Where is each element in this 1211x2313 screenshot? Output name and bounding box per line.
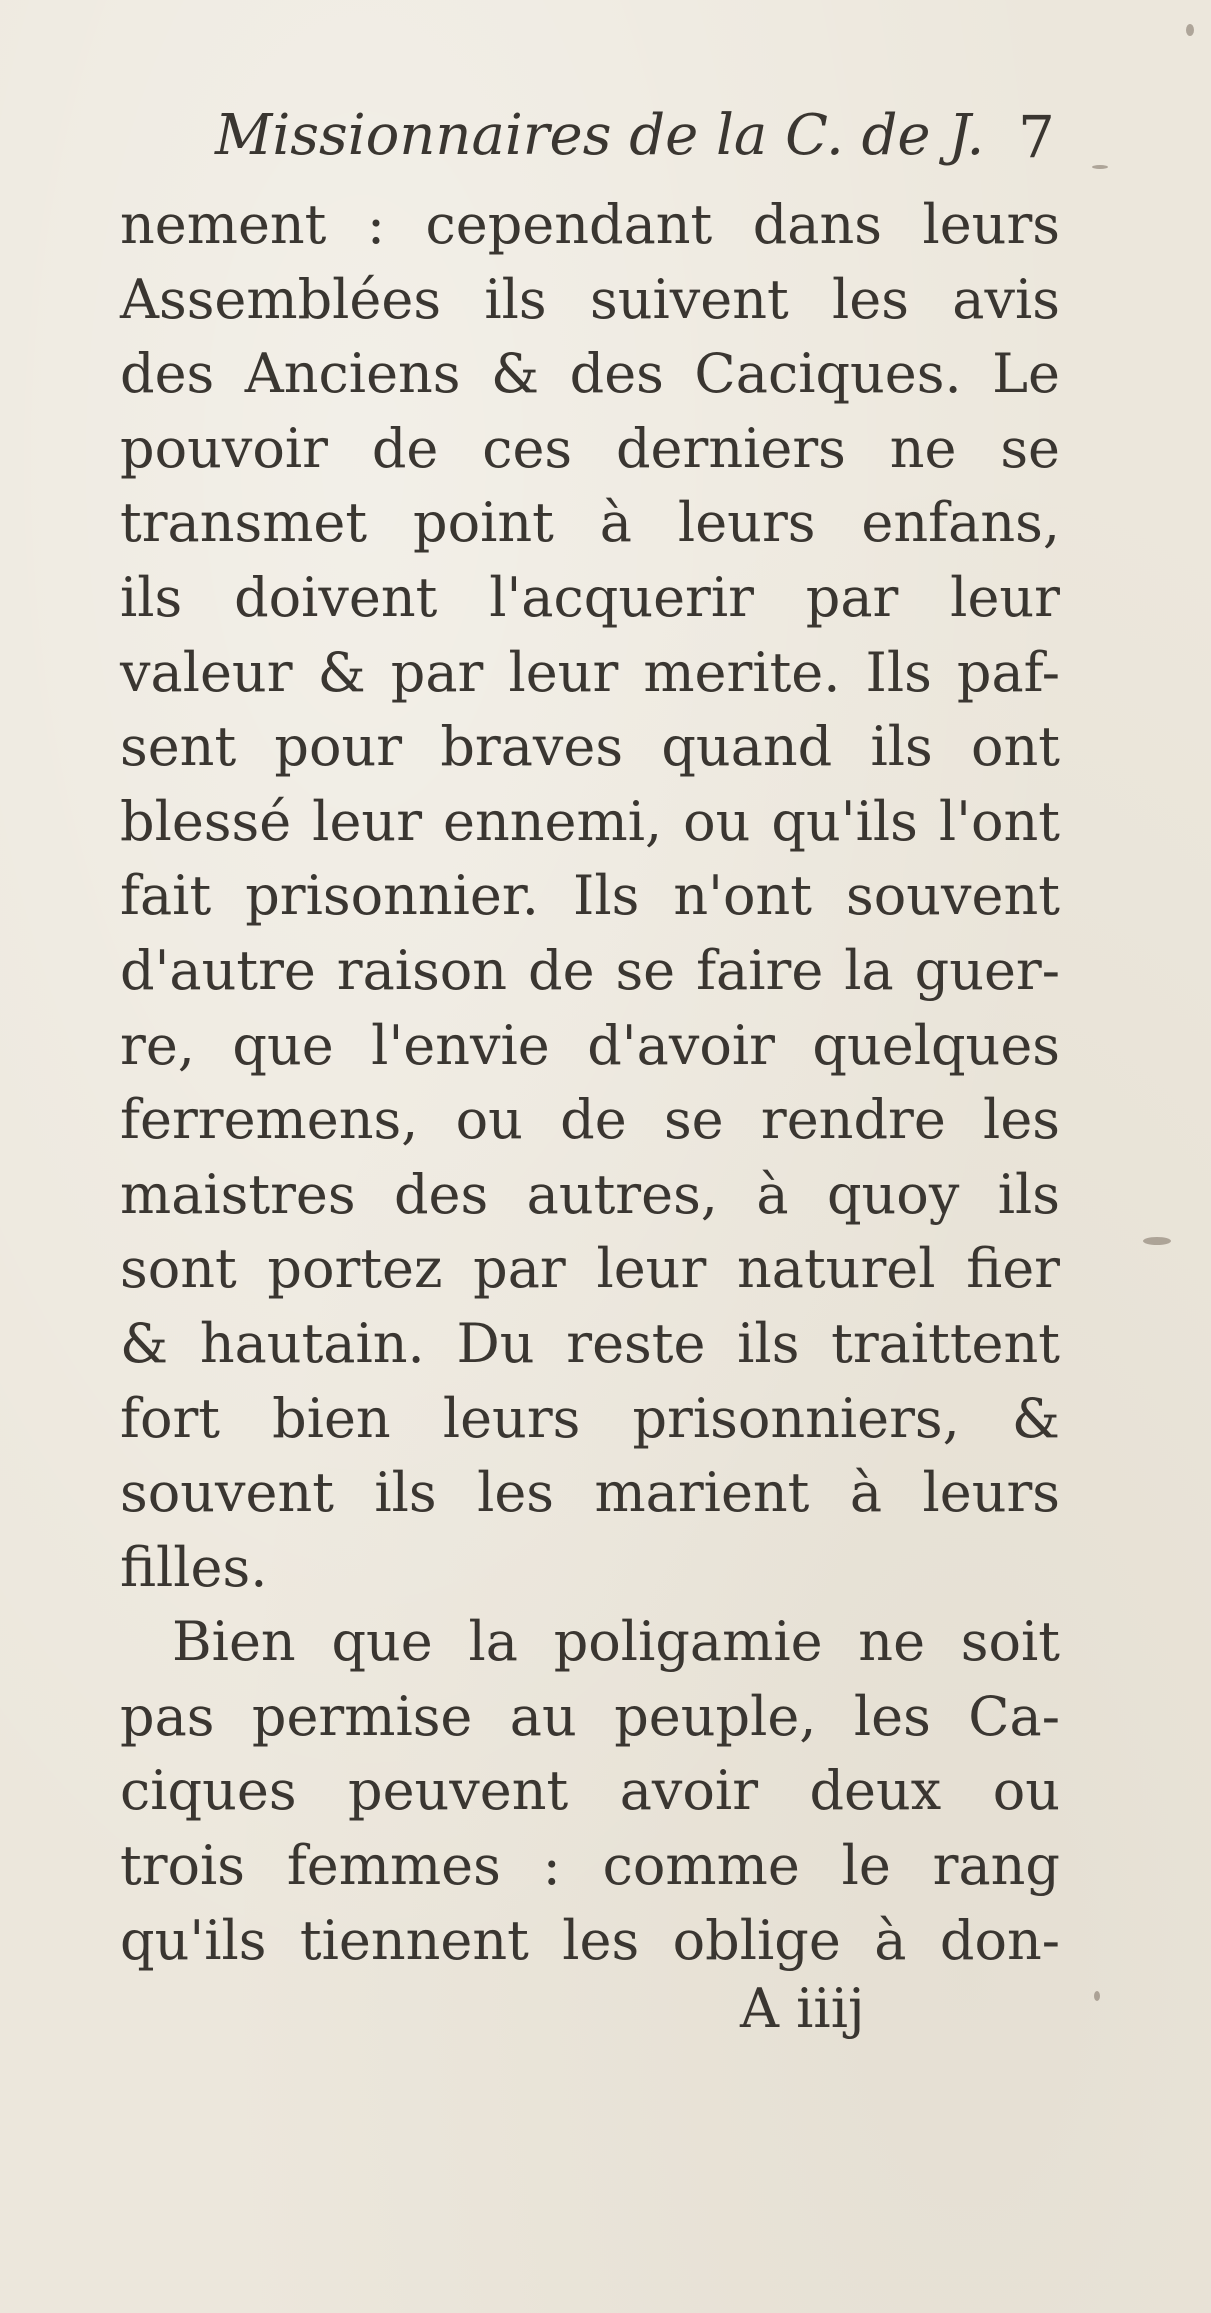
page-number: 7 — [1018, 103, 1055, 171]
running-title: Missionnaires de la C. de J. — [215, 103, 985, 168]
text-line: fort bien leurs prisonniers, & — [120, 1386, 1060, 1450]
text-line: qu'ils tiennent les oblige à don- — [120, 1908, 1060, 1972]
paper-speck — [1094, 1991, 1100, 2001]
paragraph-first-line: Bien que la poligamie ne soit — [172, 1610, 1060, 1674]
text-line: pouvoir de ces derniers ne se — [120, 416, 1060, 480]
text-line: transmet point à leurs enfans, — [120, 491, 1060, 555]
text-line: d'autre raison de se faire la guer- — [120, 938, 1060, 1002]
text-line: maistres des autres, à quoy ils — [120, 1162, 1060, 1226]
text-line: valeur & par leur merite. Ils paf- — [120, 640, 1060, 704]
text-line: re, que l'envie d'avoir quelques — [120, 1013, 1060, 1077]
signature-mark: A iiij — [740, 1977, 865, 2040]
paper-speck — [1143, 1237, 1171, 1245]
text-line: ciques peuvent avoir deux ou — [120, 1759, 1060, 1823]
paper-speck — [1092, 165, 1108, 169]
text-line: ils doivent l'acquerir par leur — [120, 565, 1060, 629]
text-line: nement : cependant dans leurs — [120, 193, 1060, 256]
text-line: fait prisonnier. Ils n'ont souvent — [120, 864, 1060, 928]
text-line: des Anciens & des Caciques. Le — [120, 342, 1060, 406]
text-line: & hautain. Du reste ils traittent — [120, 1311, 1060, 1375]
body-text — [120, 188, 1060, 1978]
text-line: Assemblées ils suivent les avis — [120, 267, 1060, 331]
text-line: pas permise au peuple, les Ca- — [120, 1684, 1060, 1748]
text-line: ferremens, ou de se rendre les — [120, 1088, 1060, 1152]
text-line: sent pour braves quand ils ont — [120, 715, 1060, 779]
text-line: souvent ils les marient à leurs — [120, 1461, 1060, 1525]
text-line: sont portez par leur naturel fier — [120, 1237, 1060, 1301]
text-line: trois femmes : comme le rang — [120, 1834, 1060, 1898]
text-line: blessé leur ennemi, ou qu'ils l'ont — [120, 789, 1060, 853]
paper-speck — [1186, 24, 1194, 36]
text-line: filles. — [120, 1535, 268, 1599]
